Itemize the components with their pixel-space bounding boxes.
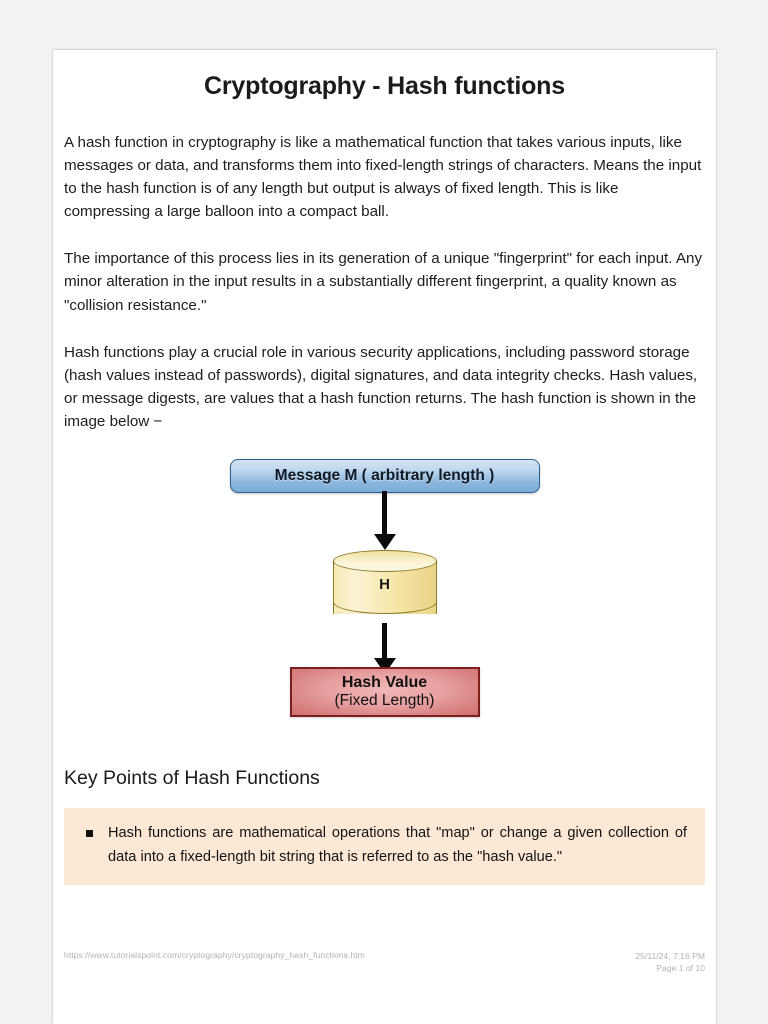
key-points-list xyxy=(82,822,687,869)
hash-value-title: Hash Value xyxy=(341,673,428,691)
footer-meta xyxy=(635,950,705,974)
footer-source-url: https://www.tutorialspoint.com/cryptography/cryptography_hash_functions.htm xyxy=(64,950,365,960)
arrow-down-icon-input-to-hash xyxy=(372,491,398,550)
cylinder-top-ellipse xyxy=(333,550,437,572)
page-footer xyxy=(53,950,716,994)
paragraph-2: The importance of this process lies in its generation of a unique "fingerprint" for each input. Any minor alteration in the input results in a substantially different fingerprint, a quality known as "collision resistance." xyxy=(64,250,703,314)
section-heading-key-points: Key Points of Hash Functions xyxy=(64,767,320,790)
square-bullet-icon xyxy=(86,830,93,837)
diagram-input-message-box: Message M ( arbitrary length ) xyxy=(230,459,540,493)
arrow-shaft xyxy=(382,491,387,535)
footer-page-number: Page 1 of 10 xyxy=(656,963,705,974)
hash-function-diagram xyxy=(64,455,705,743)
cylinder-bottom-ellipse xyxy=(333,590,437,614)
page-title: Cryptography - Hash functions xyxy=(204,72,565,100)
diagram-output-hash-value-box xyxy=(290,667,480,717)
footer-timestamp: 25/11/24, 7:16 PM xyxy=(635,951,705,961)
page-content-area xyxy=(53,50,716,912)
cylinder-label: H xyxy=(379,576,390,594)
list-item-text: Hash functions are mathematical operations that "map" or change a given collection of data into a fixed-length bit string that is referred to as the "hash value." xyxy=(108,825,687,865)
diagram-hash-function-cylinder xyxy=(333,550,437,625)
list-item xyxy=(108,822,687,869)
paragraph-1: A hash function in cryptography is like a mathematical function that takes various inputs, like messages or data, and transforms them into fixed-length strings of characters. Means the input to the hash function is of any length but output is always of fixed length. This is like compressing a large balloon into a compact ball. xyxy=(64,134,702,221)
paragraph-3: Hash functions play a crucial role in various security applications, including password storage (hash values instead of passwords), digital signatures, and data integrity checks. Hash values, or message digests, are values that a hash function returns. The hash function is shown in the image below − xyxy=(64,343,698,430)
arrow-head xyxy=(374,534,396,550)
arrow-shaft xyxy=(382,623,387,659)
document-content xyxy=(53,72,716,885)
hash-value-subtitle: (Fixed Length) xyxy=(334,691,435,709)
key-points-callout xyxy=(64,808,705,885)
document-page xyxy=(53,50,716,1024)
